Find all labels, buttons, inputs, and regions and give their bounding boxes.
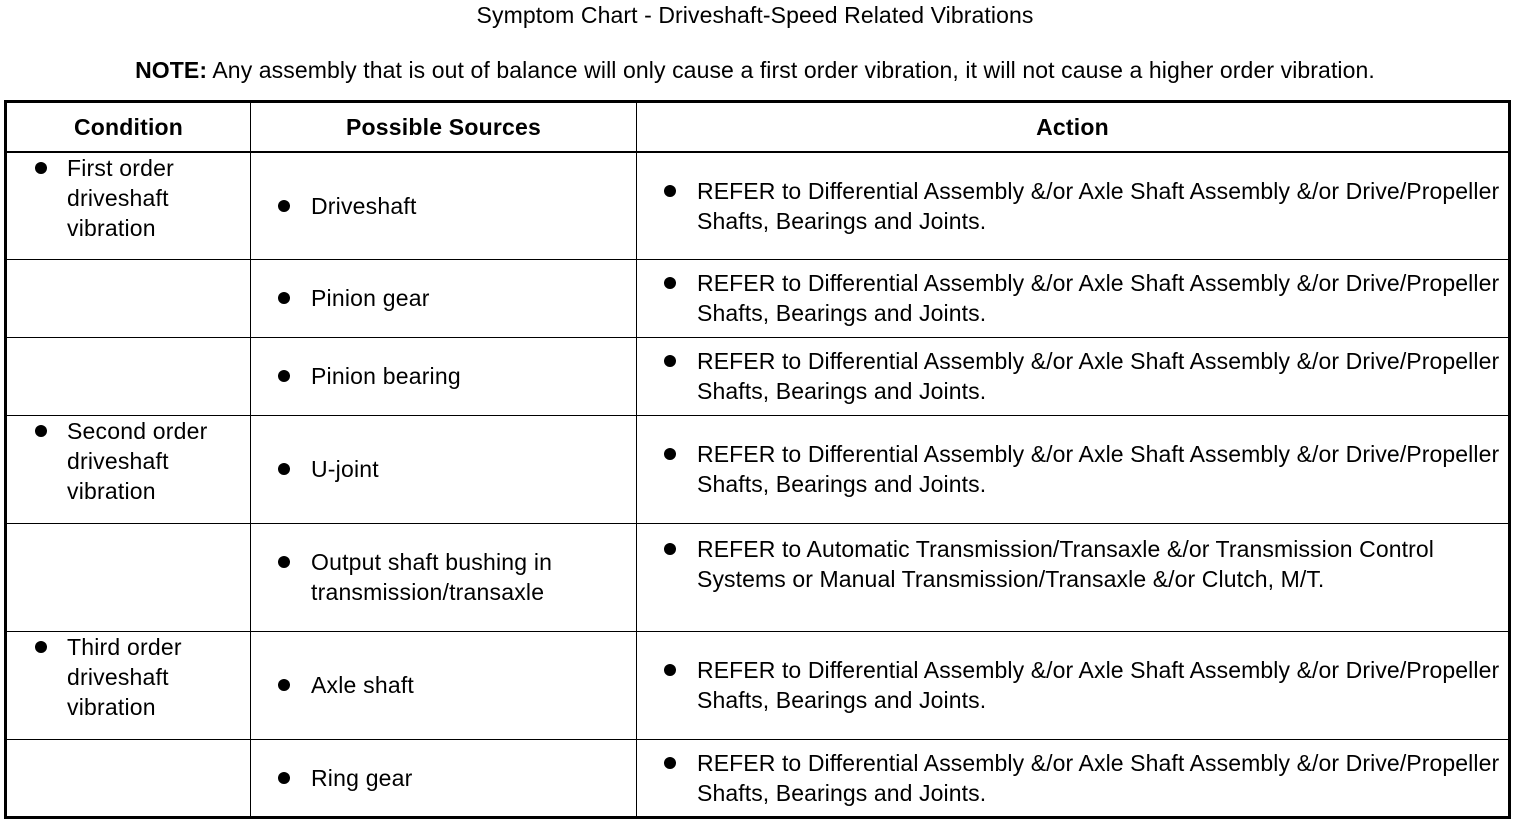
table-row <box>6 739 1510 817</box>
action-text: REFER to Differential Assembly &/or Axle Shaft Assembly &/or Drive/Propeller Shafts, Bearings and Joints. <box>697 177 1500 234</box>
header-action: Action <box>637 102 1510 153</box>
header-row <box>6 102 1510 153</box>
bullet-icon <box>664 757 676 769</box>
bullet-icon <box>35 162 47 174</box>
table-row <box>6 259 1510 337</box>
source-text: Pinion gear <box>311 285 430 311</box>
action-text: REFER to Differential Assembly &/or Axle Shaft Assembly &/or Drive/Propeller Shafts, Bearings and Joints. <box>697 348 1500 404</box>
bullet-icon <box>664 355 676 367</box>
action-text: REFER to Differential Assembly &/or Axle Shaft Assembly &/or Drive/Propeller Shafts, Bearings and Joints. <box>697 270 1500 326</box>
condition-cell <box>6 523 251 631</box>
bullet-icon <box>664 543 676 555</box>
condition-cell <box>6 415 251 523</box>
bullet-icon <box>664 185 676 197</box>
action-cell <box>637 415 1510 523</box>
condition-cell <box>6 631 251 739</box>
bullet-icon <box>278 292 290 304</box>
note-text: Any assembly that is out of balance will only cause a first order vibration, it will not cause a higher order vibration. <box>212 57 1375 83</box>
condition-item <box>7 416 250 506</box>
table-row <box>6 523 1510 631</box>
source-text: Axle shaft <box>311 672 414 698</box>
source-item <box>251 670 636 700</box>
table-row <box>6 631 1510 739</box>
source-item <box>251 191 636 221</box>
source-text: Output shaft bushing in transmission/transaxle <box>311 549 553 605</box>
bullet-icon <box>278 679 290 691</box>
action-item <box>637 655 1508 715</box>
bullet-icon <box>278 772 290 784</box>
action-item <box>637 534 1508 594</box>
source-cell <box>251 415 637 523</box>
action-cell <box>637 337 1510 415</box>
source-item <box>251 454 636 484</box>
source-item <box>251 547 636 607</box>
condition-item <box>7 632 250 722</box>
source-cell <box>251 739 637 817</box>
action-cell <box>637 631 1510 739</box>
action-item <box>637 268 1508 328</box>
source-cell <box>251 337 637 415</box>
bullet-icon <box>35 425 47 437</box>
source-cell <box>251 631 637 739</box>
table-row <box>6 152 1510 259</box>
condition-text: Third order driveshaft vibration <box>67 633 182 720</box>
chart-title: Symptom Chart - Driveshaft-Speed Related Vibrations <box>476 2 1034 28</box>
source-cell <box>251 152 637 259</box>
source-cell <box>251 259 637 337</box>
note-label: NOTE: <box>135 57 208 83</box>
condition-item <box>7 153 250 243</box>
action-text: REFER to Automatic Transmission/Transaxle &/or Transmission Control Systems or Manual Transmission/Transaxle &/or Clutch, M/T. <box>697 535 1434 592</box>
condition-text: First order driveshaft vibration <box>67 155 174 241</box>
action-item <box>637 439 1508 499</box>
action-text: REFER to Differential Assembly &/or Axle Shaft Assembly &/or Drive/Propeller Shafts, Bearings and Joints. <box>697 441 1500 497</box>
bullet-icon <box>664 664 676 676</box>
condition-cell <box>6 739 251 817</box>
header-possible-sources: Possible Sources <box>251 102 637 153</box>
bullet-icon <box>664 448 676 460</box>
bullet-icon <box>278 200 290 212</box>
symptom-table <box>4 100 1511 819</box>
action-cell <box>637 259 1510 337</box>
action-item <box>637 748 1508 808</box>
action-item <box>637 346 1508 406</box>
action-cell <box>637 739 1510 817</box>
header-condition: Condition <box>6 102 251 153</box>
bullet-icon <box>278 556 290 568</box>
table-row <box>6 337 1510 415</box>
source-item <box>251 283 636 313</box>
source-item <box>251 763 636 793</box>
note <box>0 55 1510 85</box>
condition-text: Second order driveshaft vibration <box>67 417 208 504</box>
bullet-icon <box>278 370 290 382</box>
action-item <box>637 176 1508 236</box>
bullet-icon <box>35 641 47 653</box>
condition-cell <box>6 152 251 259</box>
bullet-icon <box>278 463 290 475</box>
source-text: U-joint <box>311 456 379 482</box>
action-cell <box>637 523 1510 631</box>
source-text: Driveshaft <box>311 192 417 219</box>
action-cell <box>637 152 1510 259</box>
condition-cell <box>6 259 251 337</box>
action-text: REFER to Differential Assembly &/or Axle Shaft Assembly &/or Drive/Propeller Shafts, Bearings and Joints. <box>697 657 1500 713</box>
source-text: Pinion bearing <box>311 363 461 389</box>
action-text: REFER to Differential Assembly &/or Axle Shaft Assembly &/or Drive/Propeller Shafts, Bearings and Joints. <box>697 749 1500 806</box>
source-item <box>251 361 636 391</box>
source-cell <box>251 523 637 631</box>
condition-cell <box>6 337 251 415</box>
table-row <box>6 415 1510 523</box>
source-text: Ring gear <box>311 764 413 791</box>
bullet-icon <box>664 277 676 289</box>
